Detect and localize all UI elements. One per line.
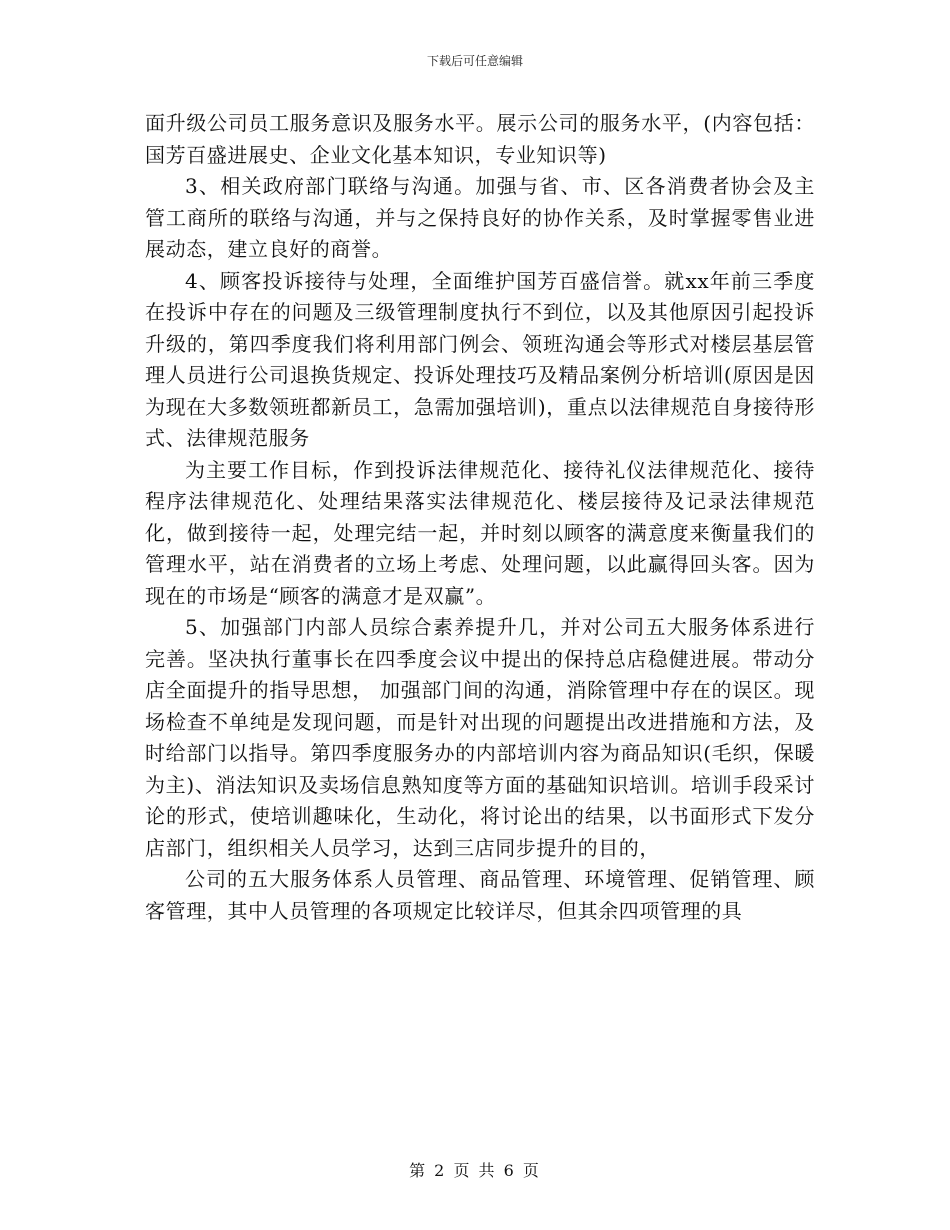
paragraph-item-3: 3、相关政府部门联络与沟通。加强与省、市、区各消费者协会及主管工商所的联络与沟通，并与之保持良好的协作关系，及时掌握零售业进展动态，建立良好的商誉。 (145, 174, 815, 261)
page-footer: 第 2 页 共 6 页 (409, 1161, 541, 1180)
paragraph-goals: 为主要工作目标，作到投诉法律规范化、接待礼仪法律规范化、接待程序法律规范化、处理结果落实法律规范化、楼层接待及记录法律规范化，做到接待一起，处理完结一起，并时刻以顾客的满意度来衡量我们的管理水平，站在消费者的立场上考虑、处理问题，以此赢得回头客。因为现在的市场是“顾客的满意才是双赢”。 (145, 457, 815, 608)
paragraph-service-systems: 公司的五大服务体系人员管理、商品管理、环境管理、促销管理、顾客管理，其中人员管理的各项规定比较详尽，但其余四项管理的具 (145, 867, 815, 923)
page-header: 下载后可任意编辑 (426, 54, 523, 68)
paragraph-item-5: 5、加强部门内部人员综合素养提升几，并对公司五大服务体系进行完善。坚决执行董事长在四季度会议中提出的保持总店稳健进展。带动分店全面提升的指导思想， 加强部门间的沟通，消除管理中存在的误区。现场检查不单纯是发现问题，而是针对出现的问题提出改进措施和方法，及时给部门以指导。第四季度服务办的内部培训内容为商品知识(毛织，保暖为主)、消法知识及卖场信息熟知度等方面的基础知识培训。培训手段采讨论的形式，使培训趣味化，生动化，将讨论出的结果，以书面形式下发分店部门，组织相关人员学习，达到三店同步提升的目的， (145, 615, 815, 860)
paragraph-item-4: 4、顾客投诉接待与处理，全面维护国芳百盛信誉。就xx年前三季度在投诉中存在的问题及三级管理制度执行不到位，以及其他原因引起投诉升级的，第四季度我们将利用部门例会、领班沟通会等形式对楼层基层管理人员进行公司退换货规定、投诉处理技巧及精品案例分析培训(原因是因为现在大多数领班都新员工，急需加强培训)，重点以法律规范自身接待形式、法律规范服务 (145, 268, 815, 450)
document-body (145, 108, 815, 927)
paragraph-continuation: 面升级公司员工服务意识及服务水平。展示公司的服务水平，(内容包括：国芳百盛进展史、企业文化基本知识，专业知识等) (145, 111, 815, 167)
